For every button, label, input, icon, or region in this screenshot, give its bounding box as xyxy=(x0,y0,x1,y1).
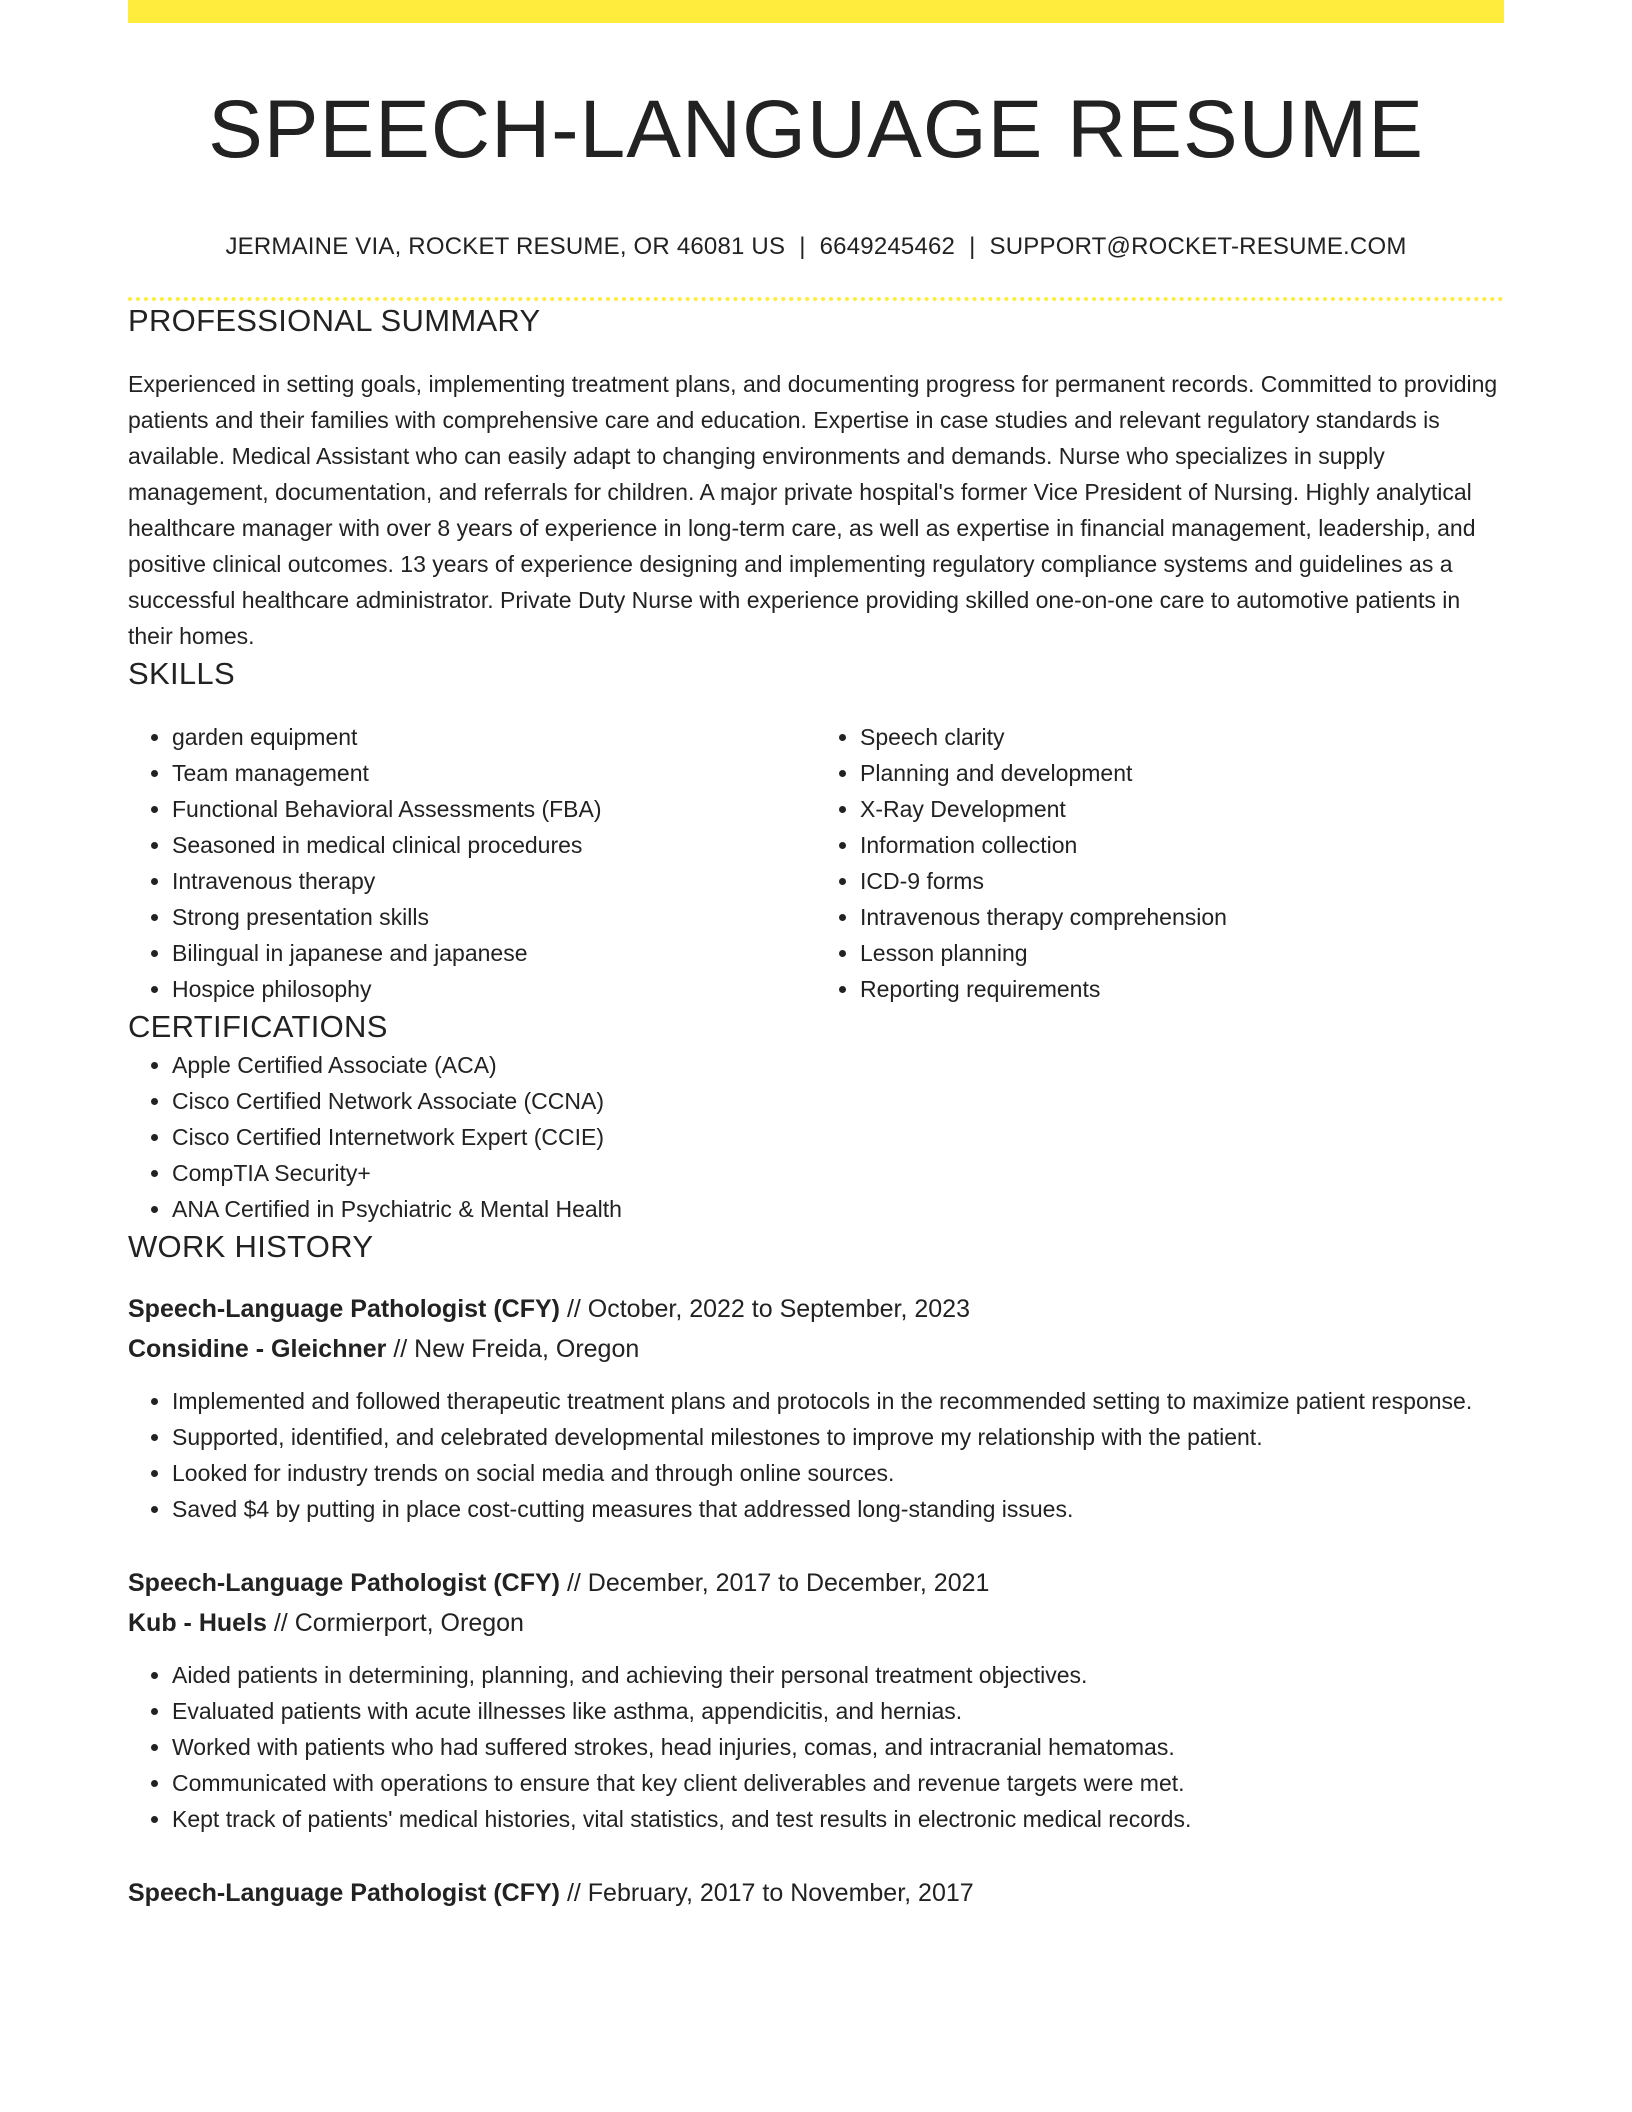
job-title: Speech-Language Pathologist (CFY) xyxy=(128,1295,560,1323)
job-company-line xyxy=(128,1603,1504,1643)
skill-item: • Reporting requirements xyxy=(860,971,1504,1007)
job-bullet: • Supported, identified, and celebrated developmental milestones to improve my relationship with the patient. xyxy=(172,1419,1504,1455)
job-entry xyxy=(128,1289,1504,1527)
skill-item: • Seasoned in medical clinical procedures xyxy=(172,827,816,863)
job-title-line xyxy=(128,1289,1504,1329)
skills-heading: SKILLS xyxy=(128,656,235,691)
job-location: // New Freida, Oregon xyxy=(393,1335,640,1363)
job-dates: // February, 2017 to November, 2017 xyxy=(566,1879,974,1907)
skill-item: • Planning and development xyxy=(860,755,1504,791)
skills-columns xyxy=(128,719,1504,1007)
skill-item: • Intravenous therapy xyxy=(172,863,816,899)
job-title-line xyxy=(128,1563,1504,1603)
skill-item: • Speech clarity xyxy=(860,719,1504,755)
job-bullet: • Evaluated patients with acute illnesses like asthma, appendicitis, and hernias. xyxy=(172,1693,1504,1729)
job-title-line xyxy=(128,1873,1504,1913)
job-company: Considine - Gleichner xyxy=(128,1335,387,1363)
job-bullet: • Aided patients in determining, planning, and achieving their personal treatment objectives. xyxy=(172,1657,1504,1693)
summary-heading: PROFESSIONAL SUMMARY xyxy=(128,303,541,338)
job-bullet: • Looked for industry trends on social media and through online sources. xyxy=(172,1455,1504,1491)
job-title: Speech-Language Pathologist (CFY) xyxy=(128,1569,560,1597)
job-company: Kub - Huels xyxy=(128,1609,267,1637)
contact-separator: | xyxy=(969,233,976,260)
job-title: Speech-Language Pathologist (CFY) xyxy=(128,1879,560,1907)
skill-item: • Lesson planning xyxy=(860,935,1504,971)
job-bullet: • Communicated with operations to ensure that key client deliverables and revenue targets were met. xyxy=(172,1765,1504,1801)
contact-line xyxy=(128,232,1504,262)
certifications-list xyxy=(128,1047,1504,1227)
job-location: // Cormierport, Oregon xyxy=(273,1609,524,1637)
contact-email: SUPPORT@ROCKET-RESUME.COM xyxy=(989,233,1407,260)
skills-list-left xyxy=(128,719,816,1007)
certification-item: • CompTIA Security+ xyxy=(172,1155,1504,1191)
certification-item: • Cisco Certified Network Associate (CCNA) xyxy=(172,1083,1504,1119)
work-history-heading: WORK HISTORY xyxy=(128,1229,374,1264)
skill-item: • Functional Behavioral Assessments (FBA) xyxy=(172,791,816,827)
skill-item: • Team management xyxy=(172,755,816,791)
resume-content xyxy=(128,0,1504,1913)
job-dates: // December, 2017 to December, 2021 xyxy=(566,1569,990,1597)
skills-list-right xyxy=(816,719,1504,1007)
certifications-heading: CERTIFICATIONS xyxy=(128,1009,388,1044)
job-dates: // October, 2022 to September, 2023 xyxy=(566,1295,970,1323)
resume-title: SPEECH-LANGUAGE RESUME xyxy=(208,84,1424,175)
contact-phone: 6649245462 xyxy=(819,233,956,260)
job-bullets xyxy=(128,1657,1504,1837)
skill-item: • ICD-9 forms xyxy=(860,863,1504,899)
skill-item: • garden equipment xyxy=(172,719,816,755)
certification-item: • ANA Certified in Psychiatric & Mental Health xyxy=(172,1191,1504,1227)
skill-item: • Intravenous therapy comprehension xyxy=(860,899,1504,935)
job-bullet: • Kept track of patients' medical histories, vital statistics, and test results in electronic medical records. xyxy=(172,1801,1504,1837)
contact-separator: | xyxy=(799,233,806,260)
job-entry xyxy=(128,1873,1504,1913)
contact-address: JERMAINE VIA, ROCKET RESUME, OR 46081 US xyxy=(225,233,786,260)
job-bullets xyxy=(128,1383,1504,1527)
certification-item: • Apple Certified Associate (ACA) xyxy=(172,1047,1504,1083)
job-bullet: • Implemented and followed therapeutic treatment plans and protocols in the recommended setting to maximize patient response. xyxy=(172,1383,1504,1419)
job-bullet: • Saved $4 by putting in place cost-cutting measures that addressed long-standing issues. xyxy=(172,1491,1504,1527)
skill-item: • Hospice philosophy xyxy=(172,971,816,1007)
certification-item: • Cisco Certified Internetwork Expert (CCIE) xyxy=(172,1119,1504,1155)
job-bullet: • Worked with patients who had suffered strokes, head injuries, comas, and intracranial hematomas. xyxy=(172,1729,1504,1765)
skill-item: • Strong presentation skills xyxy=(172,899,816,935)
skill-item: • Information collection xyxy=(860,827,1504,863)
skill-item: • Bilingual in japanese and japanese xyxy=(172,935,816,971)
job-entry xyxy=(128,1563,1504,1837)
job-company-line xyxy=(128,1329,1504,1369)
skill-item: • X-Ray Development xyxy=(860,791,1504,827)
summary-text: Experienced in setting goals, implementing treatment plans, and documenting progress for permanent records. Committed to providing patients and their families with comprehensive care and education. Expertise in case studies and relevant regulatory standards is available. Medical Assistant who can easily adapt to changing environments and demands. Nurse who specializes in supply management, documentation, and referrals for children. A major private hospital's former Vice President of Nursing. Highly analytical healthcare manager with over 8 years of experience in long-term care, as well as expertise in financial management, leadership, and positive clinical outcomes. 13 years of experience designing and implementing regulatory compliance systems and guidelines as a successful healthcare administrator. Private Duty Nurse with experience providing skilled one-on-one care to automotive patients in their homes. xyxy=(128,371,1498,649)
